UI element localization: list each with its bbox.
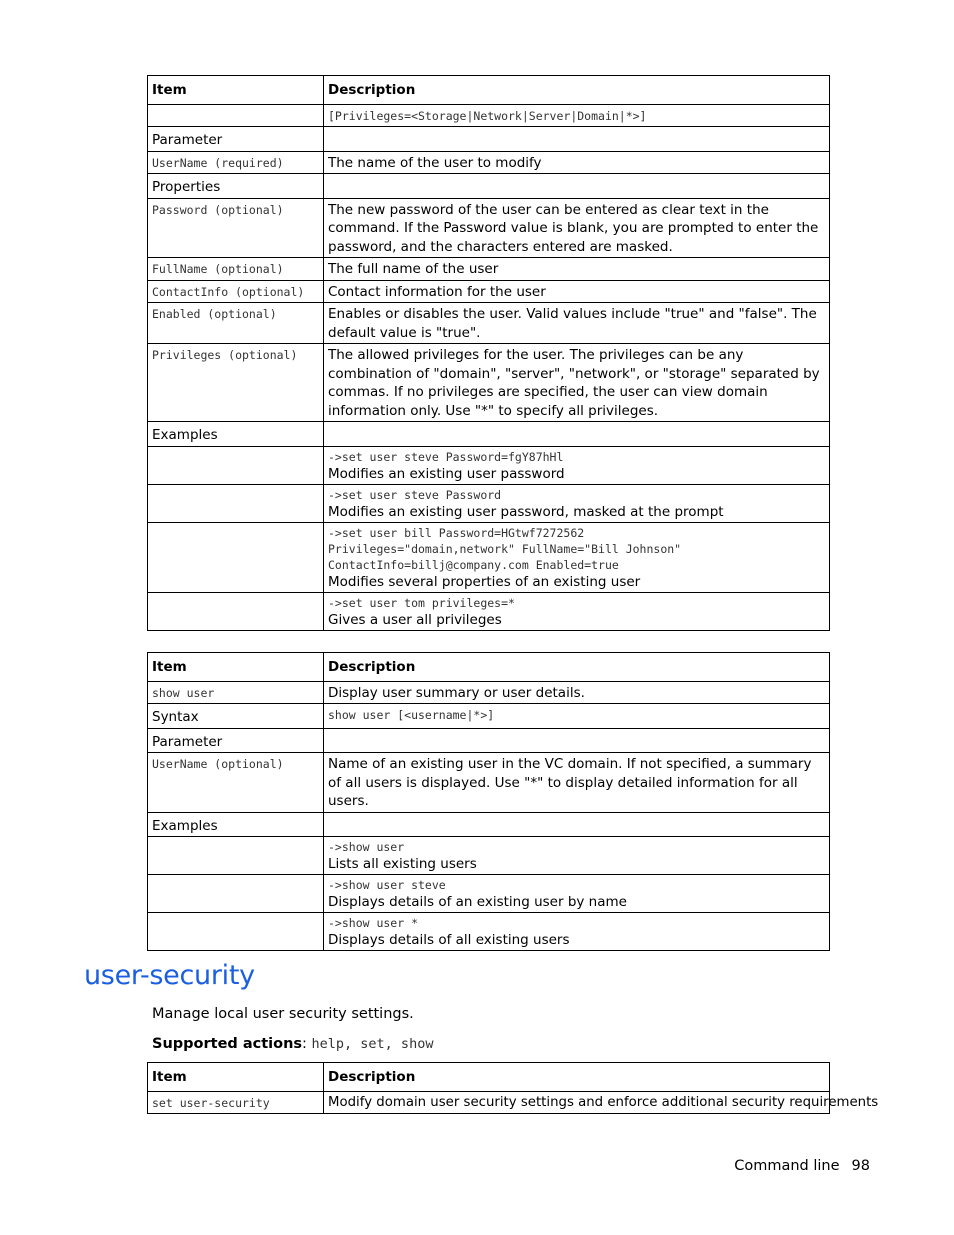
empty-cell (324, 422, 830, 447)
example-description: Displays details of an existing user by name (328, 894, 627, 910)
table-header-row (148, 653, 830, 682)
example-cell (324, 837, 830, 875)
syntax-continuation (324, 104, 830, 127)
param-item (148, 753, 324, 813)
table-row (148, 303, 830, 344)
example-command: ->set user steve Password (328, 487, 502, 502)
section-title: user-security (84, 960, 255, 991)
header-item: Item (148, 1063, 324, 1092)
table-row (148, 151, 830, 174)
command-name: set user-security (152, 1095, 270, 1110)
command-item (148, 681, 324, 704)
table-row (148, 484, 830, 522)
example-description: Modifies several properties of an existing user (328, 573, 641, 590)
header-item: Item (148, 76, 324, 105)
section-intro: Manage local user security settings. (152, 1006, 414, 1022)
example-cell (324, 875, 830, 913)
example-cell (324, 484, 830, 522)
empty-cell (148, 875, 324, 913)
table-row (148, 837, 830, 875)
param-name: UserName (optional) (152, 757, 284, 771)
property-name: FullName (optional) (152, 262, 284, 276)
example-cell (324, 446, 830, 484)
example-command: ->show user steve (328, 878, 446, 892)
table-row (148, 1091, 830, 1114)
property-name: Enabled (optional) (152, 307, 277, 321)
parameter-label: Parameter (148, 127, 324, 152)
example-cell (324, 592, 830, 630)
empty-cell (324, 812, 830, 837)
table-row (148, 522, 830, 592)
param-desc: The name of the user to modify (324, 151, 830, 174)
property-item (148, 303, 324, 344)
example-description: Displays details of all existing users (328, 932, 570, 948)
table-row (148, 104, 830, 127)
examples-label: Examples (148, 812, 324, 837)
page-footer (734, 1158, 870, 1174)
property-desc: The new password of the user can be entered as clear text in the command. If the Password value is blank, you are prompted to enter the password, and the characters entered are masked. (324, 198, 830, 258)
properties-label: Properties (148, 174, 324, 199)
syntax-value: show user [<username|*>] (328, 708, 495, 722)
table-row (148, 422, 830, 447)
set-user-table (147, 75, 830, 631)
empty-cell (324, 127, 830, 152)
property-item (148, 280, 324, 303)
empty-cell (148, 913, 324, 951)
example-cell (324, 522, 830, 592)
user-security-table (147, 1062, 879, 1114)
page-number: 98 (851, 1158, 870, 1174)
property-name: Password (optional) (152, 202, 284, 217)
property-item (148, 344, 324, 422)
supported-actions-label: Supported actions (152, 1036, 303, 1052)
supported-actions-value: help, set, show (311, 1036, 434, 1052)
example-command: ->show user (328, 840, 405, 854)
empty-cell (324, 728, 830, 753)
table-header-row (148, 76, 830, 105)
property-desc: The full name of the user (324, 258, 830, 281)
header-description: Description (324, 76, 830, 105)
command-desc: Display user summary or user details. (324, 681, 830, 704)
empty-cell (148, 837, 324, 875)
table-row (148, 812, 830, 837)
empty-cell (148, 592, 324, 630)
param-item (148, 151, 324, 174)
example-description: Modifies an existing user password, masked at the prompt (328, 503, 724, 520)
example-description: Lists all existing users (328, 856, 477, 872)
param-desc: Name of an existing user in the VC domain. If not specified, a summary of all users is displayed. Use "*" to display detailed information for all users. (324, 753, 830, 813)
property-item (148, 258, 324, 281)
supported-actions-separator: : (302, 1036, 312, 1052)
table-row (148, 127, 830, 152)
table-row (148, 280, 830, 303)
table-row (148, 258, 830, 281)
command-item (148, 1091, 324, 1114)
table-row (148, 875, 830, 913)
param-name: UserName (required) (152, 155, 284, 170)
table-row (148, 913, 830, 951)
table-header-row (148, 1063, 830, 1092)
show-user-table (147, 652, 830, 951)
table-row (148, 174, 830, 199)
header-item: Item (148, 653, 324, 682)
parameter-label: Parameter (148, 728, 324, 753)
empty-cell (148, 104, 324, 127)
command-name: show user (152, 685, 215, 700)
header-description: Description (324, 653, 830, 682)
property-name: Privileges (optional) (152, 348, 298, 362)
table-row (148, 681, 830, 704)
example-command: ->set user tom privileges=* (328, 595, 515, 610)
empty-cell (148, 522, 324, 592)
syntax-value: [Privileges=<Storage|Network|Server|Domain|*>] (328, 108, 647, 123)
table-row (148, 704, 830, 729)
example-description: Modifies an existing user password (328, 465, 565, 482)
property-desc: Enables or disables the user. Valid values include "true" and "false". The default value is "true". (324, 303, 830, 344)
command-desc: Modify domain user security settings and enforce additional security requirements (324, 1091, 830, 1114)
supported-actions (152, 1036, 433, 1052)
empty-cell (148, 484, 324, 522)
syntax-label: Syntax (148, 704, 324, 729)
table-row (148, 198, 830, 258)
property-name: ContactInfo (optional) (152, 284, 305, 299)
examples-label: Examples (148, 422, 324, 447)
table-row (148, 344, 830, 422)
empty-cell (324, 174, 830, 199)
header-description: Description (324, 1063, 830, 1092)
property-item (148, 198, 324, 258)
property-desc: The allowed privileges for the user. The privileges can be any combination of "domain", "server", "network", or "storage" separated by commas. If no privileges are specified, the user can view domain information only. Use "*" to specify all privileges. (324, 344, 830, 422)
example-description: Gives a user all privileges (328, 611, 502, 628)
table-row (148, 728, 830, 753)
table-row (148, 592, 830, 630)
property-desc: Contact information for the user (324, 280, 830, 303)
table-row (148, 446, 830, 484)
empty-cell (148, 446, 324, 484)
example-command: ->show user * (328, 916, 419, 930)
example-command: ->set user bill Password=HGtwf7272562 Privileges="domain,network" FullName="Bill Johnson" ContactInfo=billj@company.com Enabled=true (328, 525, 682, 572)
table-row (148, 753, 830, 813)
example-cell (324, 913, 830, 951)
example-command: ->set user steve Password=fgY87hHl (328, 449, 564, 464)
footer-section: Command line (734, 1158, 840, 1174)
syntax-cell (324, 704, 830, 729)
